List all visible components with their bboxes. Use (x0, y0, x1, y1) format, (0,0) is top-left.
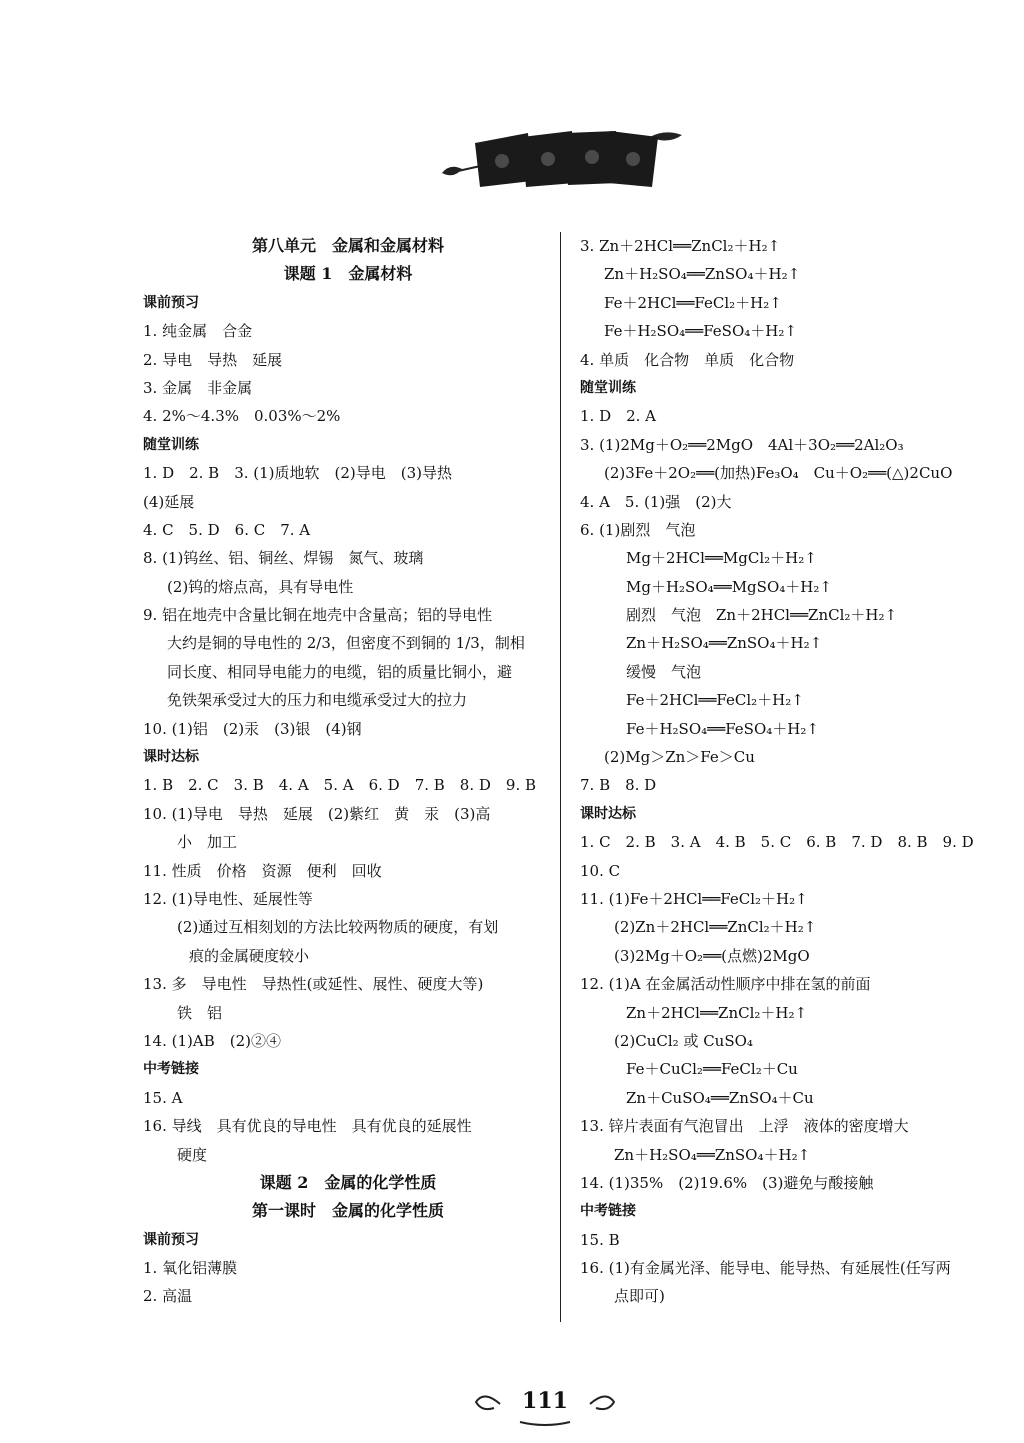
answer-line: 12. (1)A 在金属活动性顺序中排在氢的前面 (580, 975, 871, 994)
section-heading: 课时达标 (143, 749, 199, 766)
answer-line: 12. (1)导电性、延展性等 (143, 889, 313, 908)
answer-line: 16. (1)有金属光泽、能导电、能导热、有延展性(任写两 (580, 1259, 951, 1278)
section-heading: 中考链接 (580, 1203, 636, 1220)
answer-line: Zn＋H₂SO₄══ZnSO₄＋H₂↑ (604, 265, 801, 284)
page-number-text: 111 (522, 1388, 568, 1414)
answer-line: 剧烈 气泡 Zn＋2HCl══ZnCl₂＋H₂↑ (626, 606, 898, 625)
answer-line: 4. A 5. (1)强 (2)大 (580, 492, 732, 511)
section-title: 课题 2 金属的化学性质 (259, 1172, 437, 1192)
answer-line: Mg＋2HCl══MgCl₂＋H₂↑ (626, 549, 817, 568)
answer-line: 硬度 (177, 1145, 208, 1164)
answer-line: 13. 锌片表面有气泡冒出 上浮 液体的密度增大 (580, 1117, 909, 1136)
answer-line: Fe＋2HCl══FeCl₂＋H₂↑ (604, 293, 782, 312)
section-heading: 随堂训练 (143, 436, 199, 453)
answer-line: 14. (1)35% (2)19.6% (3)避免与酸接触 (580, 1173, 874, 1192)
answer-line: (2)CuCl₂ 或 CuSO₄ (614, 1031, 753, 1050)
answer-line: 1. 纯金属 合金 (143, 322, 253, 341)
section-title: 课题 1 金属材料 (283, 264, 413, 284)
answer-line: 免铁架承受过大的压力和电缆承受过大的拉力 (167, 691, 468, 710)
answer-line: 小 加工 (177, 833, 238, 852)
answer-line: Zn＋CuSO₄══ZnSO₄＋Cu (626, 1088, 814, 1107)
answer-line: 2. 高温 (143, 1287, 193, 1306)
answer-line: 大约是铜的导电性的 2/3，但密度不到铜的 1/3，制相 (167, 634, 525, 653)
answer-line: Zn＋H₂SO₄══ZnSO₄＋H₂↑ (614, 1145, 811, 1164)
answer-line: 4. 2%～4.3% 0.03%～2% (143, 407, 341, 426)
answer-line: 8. (1)钨丝、铝、铜丝、焊锡 氮气、玻璃 (143, 549, 424, 568)
left-column (143, 232, 553, 1311)
answer-line: 6. (1)剧烈 气泡 (580, 520, 696, 539)
answer-line: (2)Zn＋2HCl══ZnCl₂＋H₂↑ (614, 918, 817, 937)
answer-line: Fe＋H₂SO₄══FeSO₄＋H₂↑ (604, 322, 797, 341)
answer-line: 10. C (580, 861, 621, 880)
answer-line: Zn＋2HCl══ZnCl₂＋H₂↑ (626, 1003, 808, 1022)
answer-line: 7. B 8. D (580, 776, 657, 795)
section-title: 第一课时 金属的化学性质 (251, 1201, 444, 1221)
answer-line: 11. (1)Fe＋2HCl══FeCl₂＋H₂↑ (580, 889, 808, 908)
answer-line: 1. B 2. C 3. B 4. A 5. A 6. D 7. B 8. D 9. B (143, 776, 537, 795)
section-heading: 中考链接 (143, 1061, 199, 1078)
section-heading: 课前预习 (143, 1231, 199, 1248)
answer-line: 10. (1)导电 导热 延展 (2)紫红 黄 汞 (3)高 (143, 804, 491, 823)
answer-line: 11. 性质 价格 资源 便利 回收 (143, 861, 382, 880)
answer-line: 3. Zn＋2HCl══ZnCl₂＋H₂↑ (580, 237, 781, 255)
answer-line: 3. (1)2Mg＋O₂══2MgO 4Al＋3O₂══2Al₂O₃ (580, 435, 904, 454)
answer-line: 2. 导电 导热 延展 (143, 350, 283, 369)
answer-line: 9. 铝在地壳中含量比铜在地壳中含量高；铝的导电性 (143, 606, 493, 625)
answer-line: 缓慢 气泡 (626, 662, 702, 681)
section-title: 第八单元 金属和金属材料 (251, 236, 444, 255)
answer-line: Mg＋H₂SO₄══MgSO₄＋H₂↑ (626, 577, 832, 596)
answer-line: 痕的金属硬度较小 (189, 946, 310, 965)
answer-line: 14. (1)AB (2)②④ (143, 1031, 281, 1050)
section-heading: 随堂训练 (580, 379, 636, 396)
answer-line: 1. 氧化铝薄膜 (143, 1259, 238, 1278)
section-heading: 课前预习 (143, 294, 199, 311)
answer-line: 13. 多 导电性 导热性(或延性、展性、硬度大等) (143, 975, 484, 994)
answer-line: 3. 金属 非金属 (143, 378, 253, 397)
answer-line: (2)Mg＞Zn＞Fe＞Cu (604, 748, 755, 767)
answer-line: Fe＋CuCl₂══FeCl₂＋Cu (626, 1060, 798, 1079)
column-divider (560, 232, 561, 1322)
answer-line: 1. D 2. A (580, 407, 657, 426)
answer-line: 15. B (580, 1230, 620, 1249)
answer-line: 点即可) (614, 1287, 665, 1306)
answer-line: 15. A (143, 1088, 183, 1107)
answer-line: 铁 铝 (177, 1003, 223, 1022)
answer-line: 4. C 5. D 6. C 7. A (143, 520, 311, 539)
right-column (580, 232, 1000, 1311)
answer-line: (3)2Mg＋O₂══(点燃)2MgO (614, 946, 810, 965)
page-number (470, 1380, 620, 1430)
answer-line: 1. D 2. B 3. (1)质地软 (2)导电 (3)导热 (143, 464, 453, 483)
answer-line: Fe＋2HCl══FeCl₂＋H₂↑ (626, 691, 804, 710)
answer-line: 10. (1)铝 (2)汞 (3)银 (4)钢 (143, 719, 362, 738)
answer-line: (2)通过互相刻划的方法比较两物质的硬度，有划 (177, 918, 499, 937)
answer-line: 16. 导线 具有优良的导电性 具有优良的延展性 (143, 1117, 472, 1136)
answer-line: 同长度、相同导电能力的电缆，铝的质量比铜小，避 (167, 662, 513, 681)
answer-line: 4. 单质 化合物 单质 化合物 (580, 350, 795, 369)
answer-line: (4)延展 (143, 492, 195, 511)
answer-line: 1. C 2. B 3. A 4. B 5. C 6. B 7. D 8. B 9. D (580, 833, 974, 852)
answer-line: (2)3Fe＋2O₂══(加热)Fe₃O₄ Cu＋O₂══(△)2CuO (604, 464, 953, 483)
section-heading: 课时达标 (580, 805, 636, 822)
answer-line: (2)钨的熔点高，具有导电性 (167, 577, 354, 596)
answer-line: Zn＋H₂SO₄══ZnSO₄＋H₂↑ (626, 634, 823, 653)
header-banner (440, 125, 690, 195)
answer-line: Fe＋H₂SO₄══FeSO₄＋H₂↑ (626, 719, 819, 738)
